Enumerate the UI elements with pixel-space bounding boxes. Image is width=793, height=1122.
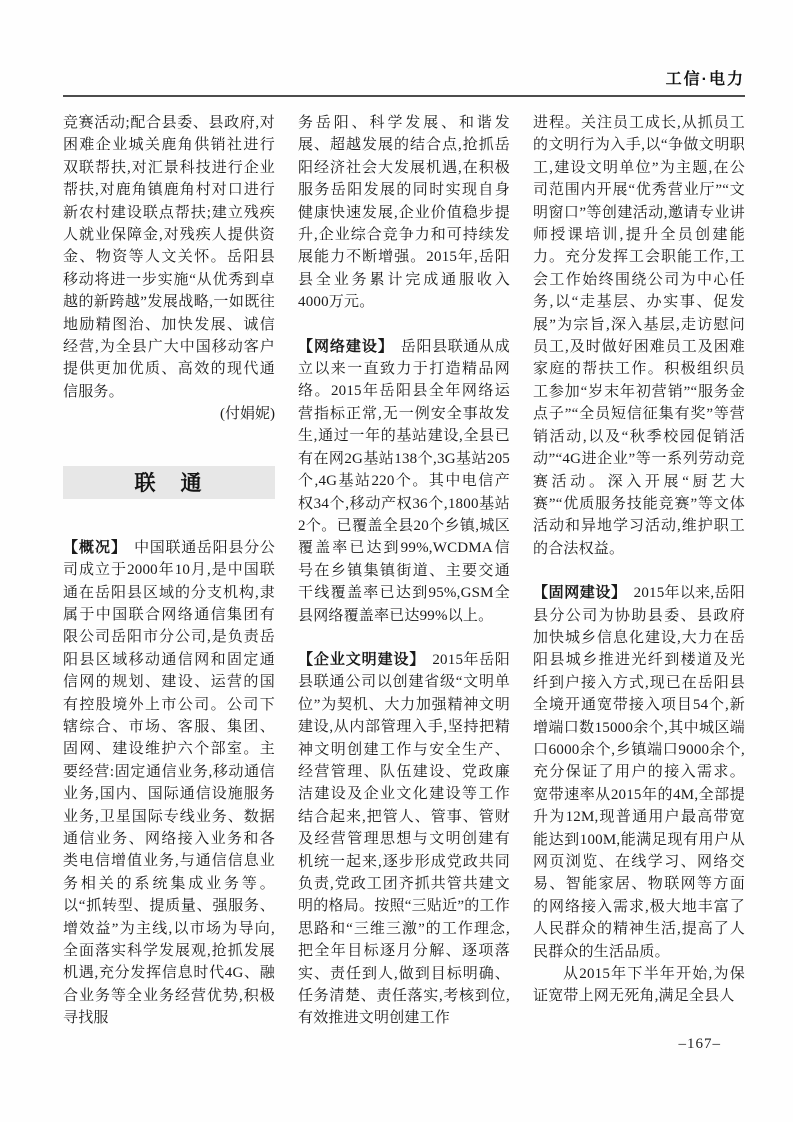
- paragraph-text: 务岳阳、科学发展、和谐发展、超越发展的结合点,抢抓岳阳经济社会大发展机遇,在积极服务岳阳发展的同时实现自身健康快速发展,企业价值稳步提升,企业综合竞争力和可持续发展能力不断增强。2015年,岳阳县全业务累计完成通服收入4000万元。: [298, 115, 510, 311]
- paragraph-text: 进程。关注员工成长,从抓员工的文明行为入手,以“争做文明职工,建设文明单位”为主题,在公司范围内开展“优秀营业厅”“文明窗口”等创建活动,邀请专业讲师授课培训,提升全员创建能力。充分发挥工会职能工作,工会工作始终围绕公司为中心任务,以“走基层、办实事、促发展”为宗旨,深入基层,走访慰问员工,及时做好困难员工及困难家庭的帮扶工作。积极组织员工参加“岁末年初营销”“服务金点子”“全员短信征集有奖”等营销活动,以及“秋季校园促销活动”“4G进企业”等一系列劳动竞赛活动。深入开展“厨艺大赛”“优质服务技能竞赛”等文体活动和异地学习活动,维护职工的合法权益。: [533, 115, 745, 557]
- entry-label-overview: 【概况】: [63, 538, 128, 556]
- paragraph-text: 岳阳县联通从成立以来一直致力于打造精品网络。2015年岳阳县全年网络运营指标正常,无一例安全事故发生,通过一年的基站建设,全县已有在网2G基站138个,3G基站205个,4G基站220个。其中电信产权34个,移动产权36个,1800基站2个。已覆盖全县20个乡镇,城区覆盖率已达到99%,WCDMA信号在乡镇集镇街道、主要交通干线覆盖率已达到95%,GSM全县网络覆盖率已达99%以上。: [298, 338, 510, 624]
- header-rule: [63, 95, 745, 97]
- byline-text: (付娟妮): [220, 406, 275, 423]
- paragraph-text: 竞赛活动;配合县委、县政府,对困难企业城关鹿角供销社进行双联帮扶,对汇景科技进行企业帮扶,对鹿角镇鹿角村对口进行新农村建设联点帮扶;建立残疾人就业保障金,对残疾人提供资金、物资等人文关怀。岳阳县移动将进一步实施“从优秀到卓越的新跨越”发展战略,一如既往地励精图治、加快发展、诚信经营,为全县广大中国移动客户提供更加优质、高效的现代通信服务。: [63, 115, 275, 400]
- paragraph-text: 2015年以来,岳阳县分公司为协助县委、县政府加快城乡信息化建设,大力在岳阳县城乡推进光纤到楼道及光纤到户接入方式,现已在岳阳县全境开通宽带接入项目54个,新增端口数15000余个,其中城区端口6000余个,乡镇端口9000余个,充分保证了用户的接入需求。宽带速率从2015年的4M,全部提升为12M,现普通用户最高带宽能达到100M,能满足现有用户从网页浏览、在线学习、网络交易、智能家居、物联网等方面的网络接入需求,极大地丰富了人民群众的精神生活,提高了人民群众的生活品质。: [533, 585, 745, 960]
- header-section-title: 工信·电力: [665, 71, 745, 88]
- column-left: [63, 112, 275, 1044]
- section-box-title: 联 通: [134, 471, 204, 496]
- paragraph-text: 从2015年下半年开始,为保证宽带上网无死角,满足全县人: [533, 966, 745, 1005]
- column-right: [533, 112, 745, 1044]
- entry-label-corporate-civilization: 【企业文明建设】: [298, 650, 426, 668]
- paragraph-continuation: [63, 112, 275, 403]
- paragraph-network-construction: [298, 336, 510, 627]
- section-box-unicom: [63, 466, 275, 499]
- paragraph-overview: [63, 537, 275, 1030]
- paragraph-corporate-civilization: [298, 649, 510, 1030]
- paragraph-new: [533, 963, 745, 1008]
- paragraph-continuation: [298, 112, 510, 314]
- byline: [63, 403, 275, 425]
- paragraph-fixed-network: [533, 582, 745, 963]
- text-columns: [63, 112, 745, 1044]
- paragraph-text: 2015年岳阳县联通公司以创建省级“文明单位”为契机、大力加强精神文明建设,从内部管理入手,坚持把精神文明创建工作与安全生产、经营管理、队伍建设、党政廉洁建设及企业文化建设等工作结合起来,把管人、管事、管财及经营管理思想与文明创建有机统一起来,逐步形成党政共同负责,党政工团齐抓共管共建文明的格局。按照“三贴近”的工作思路和“三维三激”的工作理念,把全年目标逐月分解、逐项落实、责任到人,做到目标明确、任务清楚、责任落实,考核到位,有效推进文明创建工作: [298, 651, 510, 1027]
- paragraph-text: 中国联通岳阳县分公司成立于2000年10月,是中国联通在岳阳县区域的分支机构,隶属于中国联合网络通信集团有限公司岳阳市分公司,是负责岳阳县区域移动通信网和固定通信网的规划、建设、运营的国有控股境外上市公司。公司下辖综合、市场、客服、集团、固网、建设维护六个部室。主要经营:固定通信业务,移动通信业务,国内、国际通信设施服务业务,卫星国际专线业务、数据通信业务、网络接入业务和各类电信增值业务,与通信信息业务相关的系统集成业务等。以“抓转型、提质量、强服务、增效益”为主线,以市场为导向,全面落实科学发展观,抢抓发展机遇,充分发挥信息时代4G、融合业务等全业务经营优势,积极寻找服: [63, 539, 275, 1027]
- entry-label-network-construction: 【网络建设】: [298, 337, 394, 355]
- paragraph-continuation: [533, 112, 745, 560]
- page-number: –167–: [678, 1036, 721, 1052]
- column-middle: [298, 112, 510, 1044]
- entry-label-fixed-network: 【固网建设】: [533, 584, 627, 602]
